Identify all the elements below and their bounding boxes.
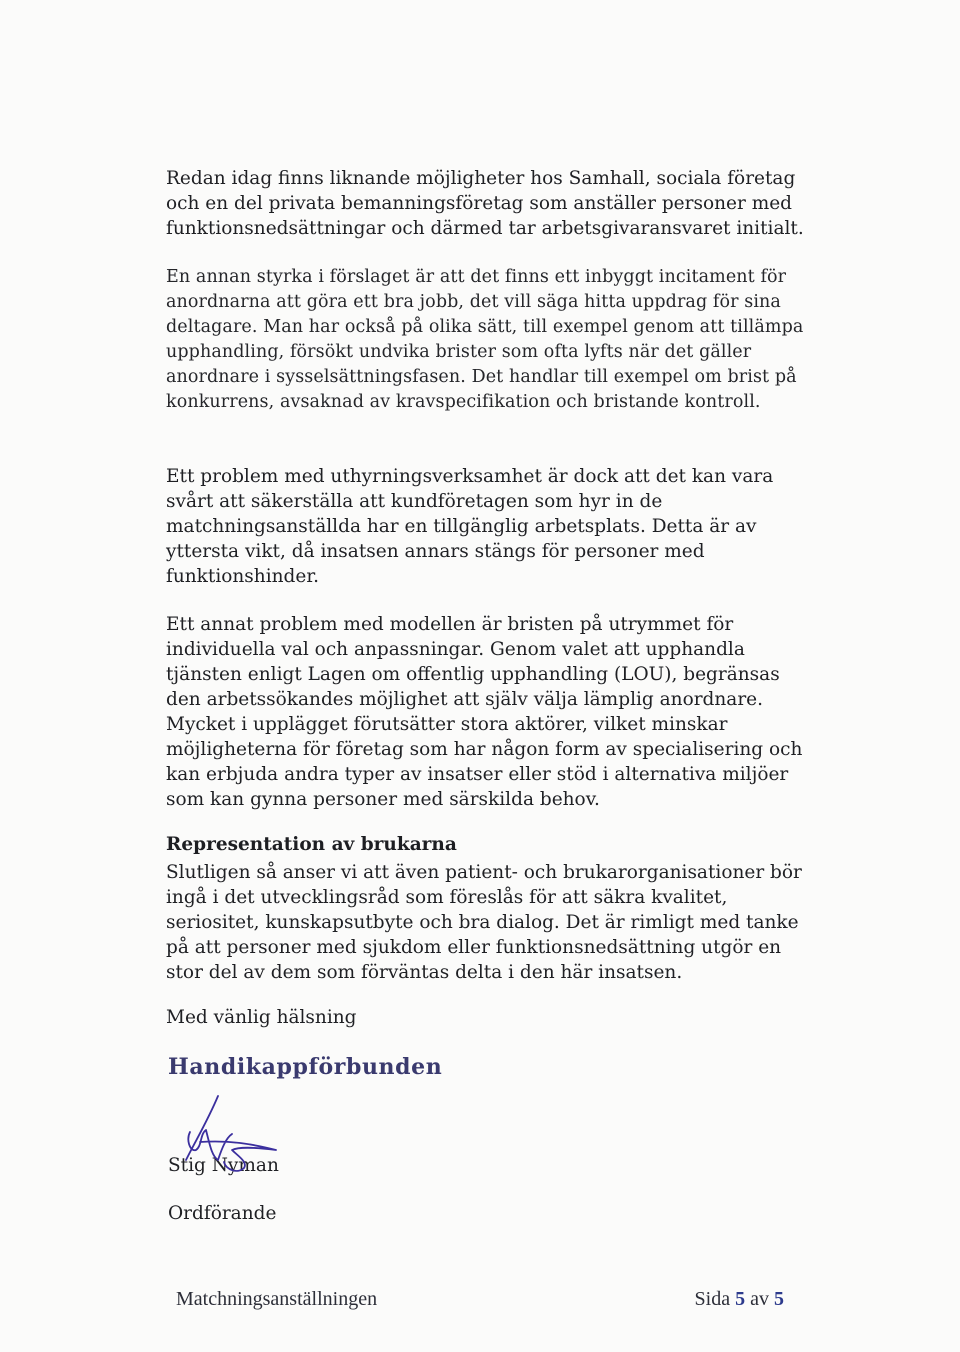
signatory-role: Ordförande [168, 1203, 277, 1224]
paragraph-individual-choice: Ett annat problem med modellen är bristen på utrymmet för individuella val och anpassningar. Genom valet att upphandla tjänsten enligt Lagen om offentlig upphandling (LOU), begränsas den arbetssökandes möjlighet att själv välja lämplig anordnare. Mycket i upplägget förutsätter stora aktörer, vilket minskar möjligheterna för företag som har någon form av specialisering och kan erbjuda andra typer av insatser eller stöd i alternativa miljöer som kan gynna personer med särskilda behov. [166, 614, 803, 810]
closing-salutation: Med vänlig hälsning [166, 1007, 357, 1028]
paragraph-representation: Slutligen så anser vi att även patient- och brukarorganisationer bör ingå i det utvecklingsråd som föreslås för att säkra kvalitet, seriositet, kunskapsutbyte och bra dialog. Det är rimligt med tanke på att personer med sjukdom eller funktionsnedsättning utgör en stor del av dem som förväntas delta i den här insatsen. [166, 862, 802, 983]
paragraph-incentive: En annan styrka i förslaget är att det finns ett inbyggt incitament för anordnarna att göra ett bra jobb, det vill säga hitta uppdrag för sina deltagare. Man har också på olika sätt, till exempel genom att tillämpa upphandling, försökt undvika brister som ofta lyfts när det gäller anordnare i sysselsättningsfasen. Det handlar till exempel om brist på konkurrens, avsaknad av kravspecifikation och bristande kontroll. [166, 267, 804, 412]
handwritten-signature [160, 1090, 290, 1190]
footer-of-word: av [750, 1288, 769, 1310]
footer-page-total: 5 [774, 1288, 784, 1310]
footer-page-word: Sida [694, 1288, 731, 1310]
footer-page-number: 5 [735, 1288, 746, 1310]
paragraph-rental-problem: Ett problem med uthyrningsverksamhet är dock att det kan vara svårt att säkerställa att kundföretagen som hyr in de matchningsanställda har en tillgänglig arbetsplats. Detta är av yttersta vikt, då insatsen annars stängs för personer med funktionshinder. [166, 466, 774, 587]
footer-document-name: Matchningsanställningen [176, 1288, 378, 1310]
organization-name: Handikappförbunden [168, 1054, 443, 1080]
footer-page-indicator [695, 1288, 784, 1311]
paragraph-samhall: Redan idag finns liknande möjligheter hos Samhall, sociala företag och en del privata bemanningsföretag som anställer personer med funktionsnedsättningar och därmed tar arbetsgivaransvaret initialt. [166, 168, 804, 239]
section-heading: Representation av brukarna [166, 834, 457, 855]
signatory-name: Stig Nyman [168, 1155, 279, 1176]
